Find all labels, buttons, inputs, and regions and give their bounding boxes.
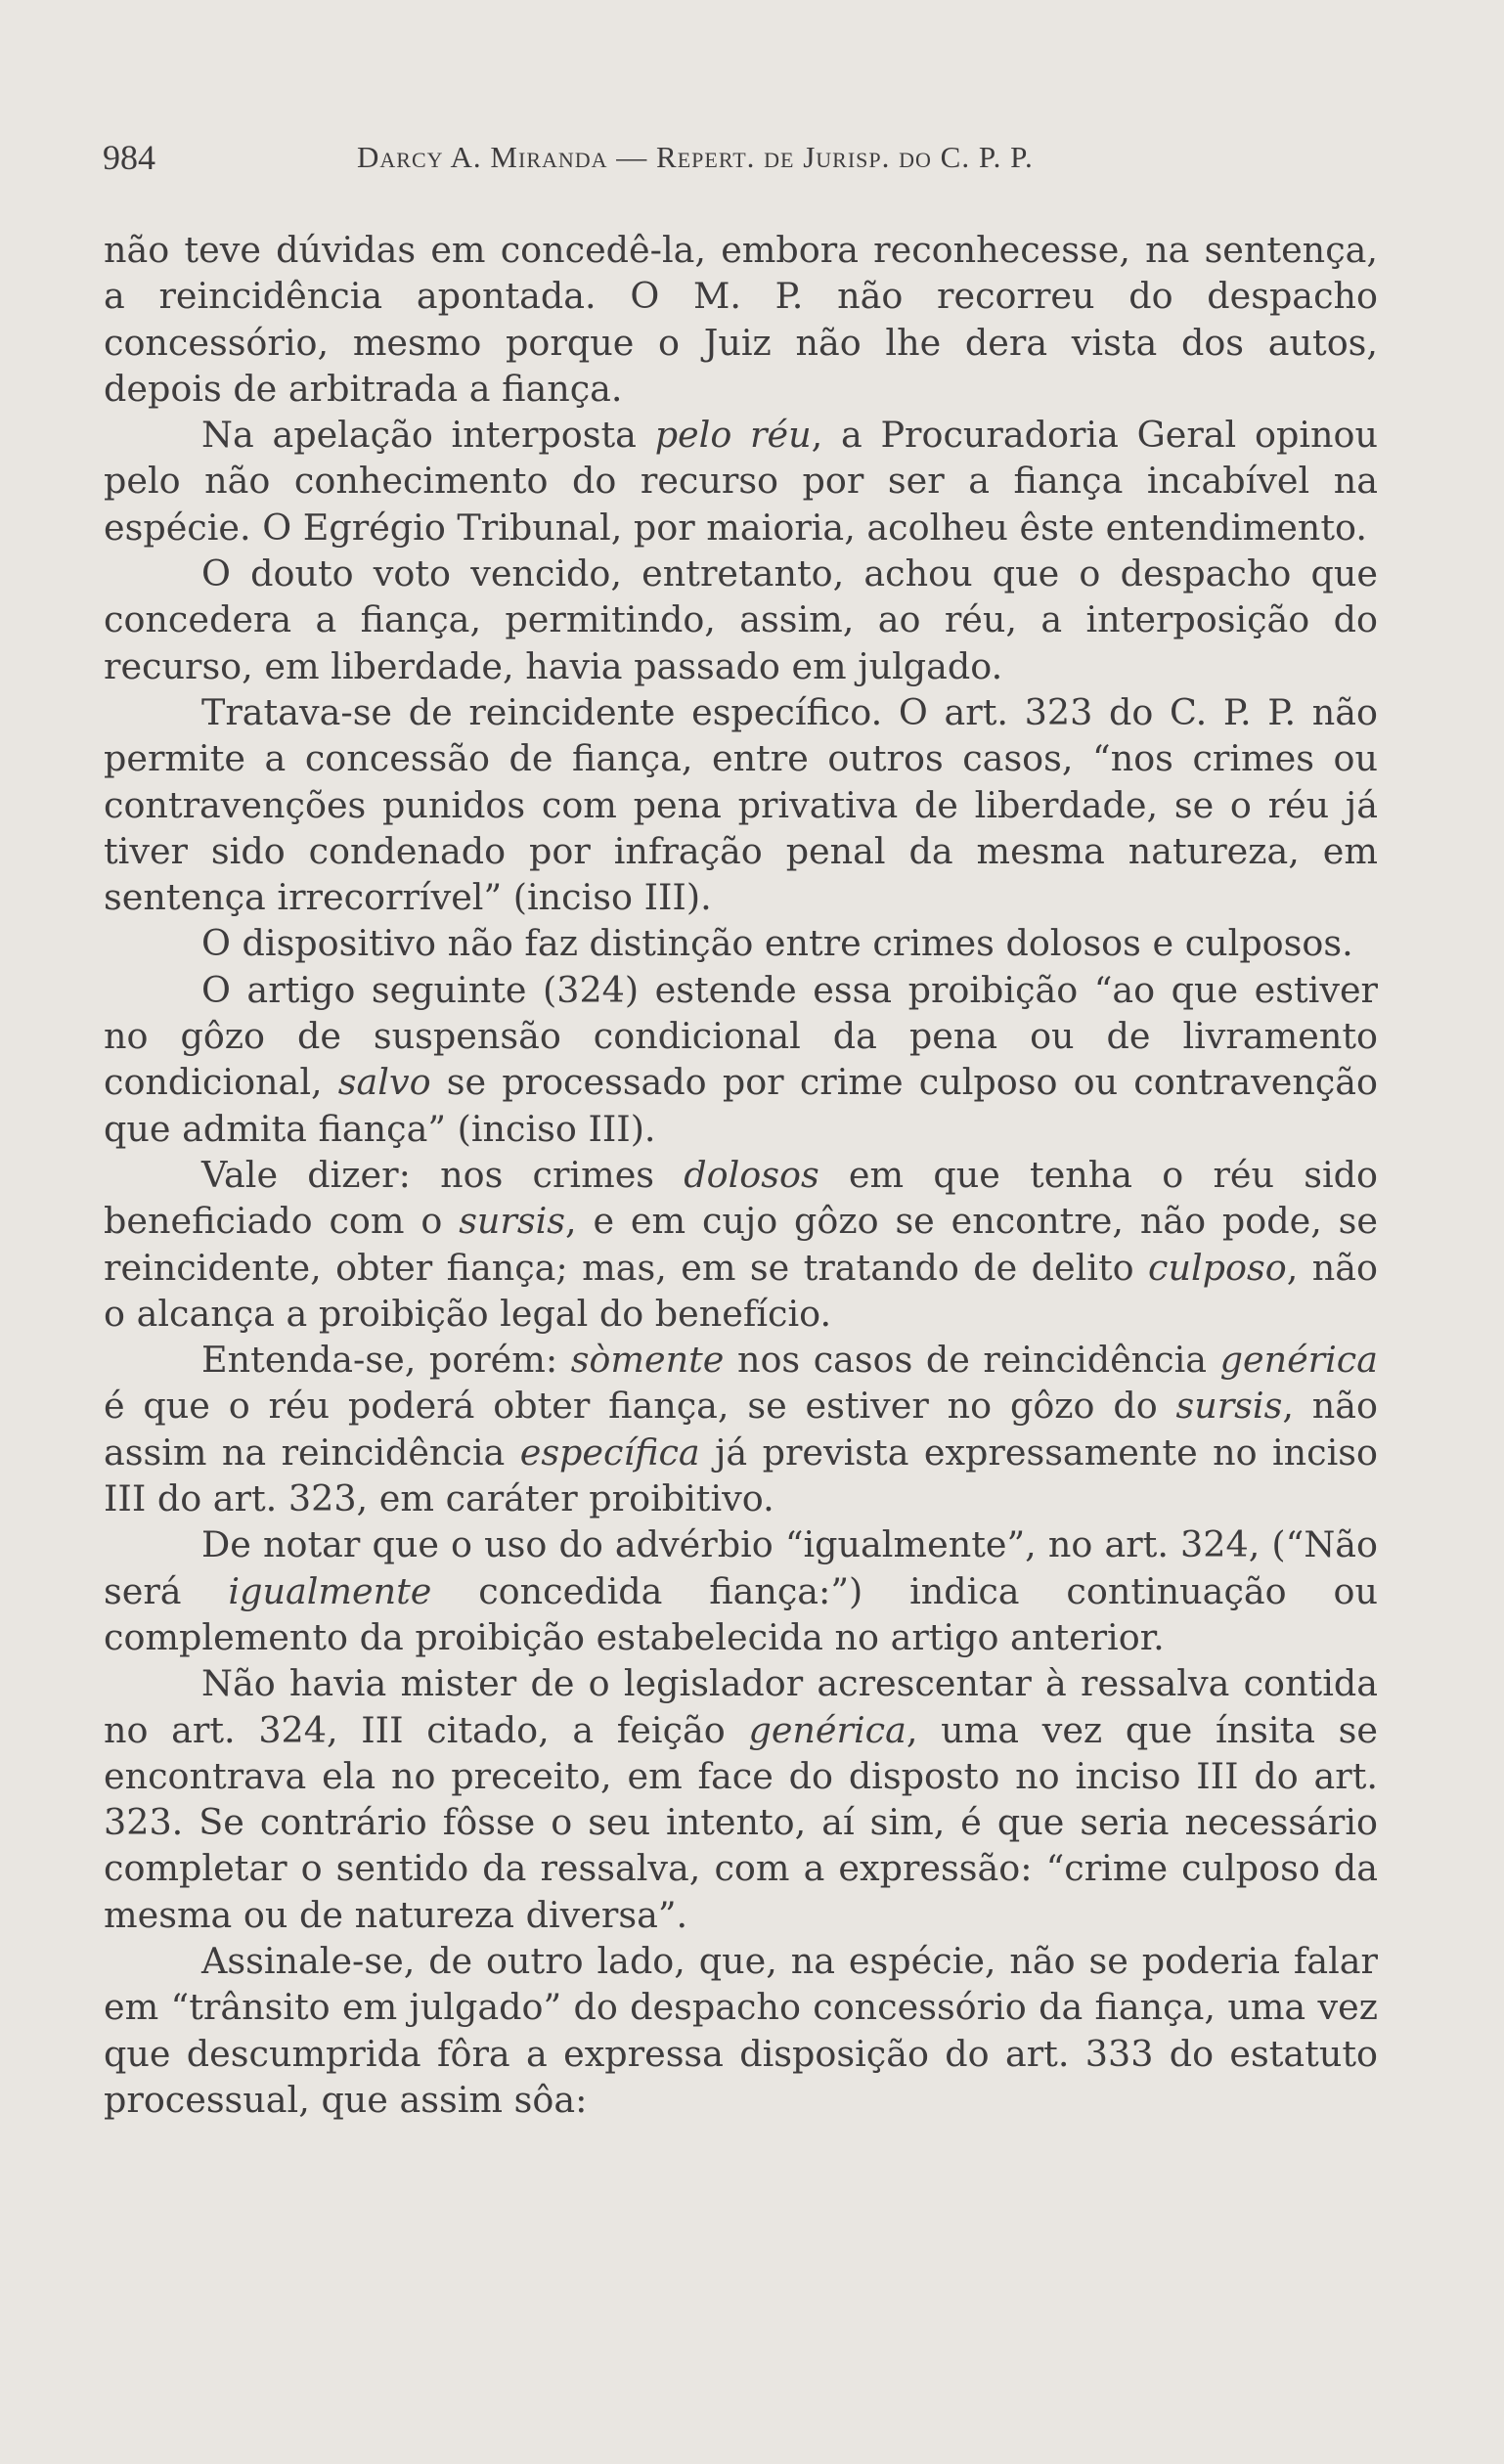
paragraph-text: Vale dizer: nos crimes <box>201 1153 685 1196</box>
italic-text: genérica <box>1219 1339 1379 1382</box>
paragraph-text: , a Procuradoria Geral opinou pelo não conhecimento do recurso por ser a fiança incabível na espécie. O Egrégio Tribunal, por maioria, acolheu êste entendimento. <box>104 414 1378 549</box>
running-head: Darcy A. Miranda — Repert. de Jurisp. do C. P. P. <box>357 140 1034 174</box>
paragraph-text: concedida fiança:”) indica continuação ou complemento da proibição estabelecida no artigo anterior. <box>104 1569 1378 1658</box>
paragraph-text: Entenda-se, porém: <box>201 1339 571 1382</box>
body-text <box>104 227 1378 2123</box>
paragraph-text: O artigo seguinte (324) estende essa proibição “ao que estiver no gôzo de suspensão condicional da pena ou de livramento condicional, <box>104 968 1378 1104</box>
italic-text: sòmente <box>570 1339 725 1382</box>
paragraph-text: se processado por crime culposo ou contravenção que admita fiança” (inciso III). <box>104 1061 1379 1150</box>
paragraph-text: é que o réu poderá obter fiança, se estiver no gôzo do <box>104 1385 1176 1428</box>
paragraph <box>104 1521 1378 1660</box>
italic-text: culposo <box>1148 1246 1287 1289</box>
paragraph-text: não teve dúvidas em concedê-la, embora reconhecesse, na sentença, a reincidência apontada. O M. P. não recorreu do despacho concessório, mesmo porque o Juiz não lhe dera vista dos autos, depois de arbitrada a fiança. <box>104 229 1378 410</box>
paragraph-text: De notar que o uso do advérbio “igualmente”, no art. 324, (“Não será <box>104 1523 1378 1612</box>
italic-text: específica <box>519 1430 700 1474</box>
paragraph <box>104 412 1378 550</box>
paragraph-text: em que tenha o réu sido beneficiado com o <box>104 1153 1378 1243</box>
page-header <box>103 133 1379 182</box>
paragraph <box>104 1337 1378 1521</box>
paragraph-text: , e em cujo gôzo se encontre, não pode, se reincidente, obter fiança; mas, em se tratando de delito <box>104 1200 1378 1289</box>
italic-text: genérica <box>748 1708 907 1751</box>
italic-text: dolosos <box>684 1153 819 1196</box>
italic-text: sursis <box>459 1200 566 1243</box>
paragraph-text: O douto voto vencido, entretanto, achou que o despacho que concedera a fiança, permitindo, assim, ao réu, a interposição do recurso, em liberdade, havia passado em julgado. <box>104 552 1378 687</box>
paragraph <box>104 1938 1378 2123</box>
paragraph <box>104 920 1378 966</box>
paragraph <box>104 550 1378 689</box>
paragraph-text: já prevista expressamente no inciso III do art. 323, em caráter proibitivo. <box>104 1430 1378 1520</box>
italic-text: igualmente <box>228 1569 432 1612</box>
paragraph-text: Não havia mister de o legislador acrescentar à ressalva contida no art. 324, III citado, a feição <box>104 1662 1378 1751</box>
italic-text: sursis <box>1175 1385 1283 1428</box>
paragraph <box>104 1660 1378 1938</box>
paragraph-text: , não o alcança a proibição legal do benefício. <box>104 1246 1378 1335</box>
paragraph <box>104 967 1378 1152</box>
paragraph <box>104 689 1378 920</box>
paragraph-text: , uma vez que ínsita se encontrava ela no preceito, em face do disposto no inciso III do art. 323. Se contrário fôsse o seu intento, aí sim, é que seria necessário completar o sentido da ressalva, com a expressão: “crime culposo da mesma ou de natureza diversa”. <box>104 1708 1379 1936</box>
paragraph-text: Tratava-se de reincidente específico. O art. 323 do C. P. P. não permite a concessão de fiança, entre outros casos, “nos crimes ou contravenções punidos com pena privativa de liberdade, se o réu já tiver sido condenado por infração penal da mesma natureza, em sentença irrecorrível” (inciso III). <box>104 690 1378 919</box>
paragraph-text: Assinale-se, de outro lado, que, na espécie, não se poderia falar em “trânsito em julgado” do despacho concessório da fiança, uma vez que descumprida fôra a expressa disposição do art. 333 do estatuto processual, que assim sôa: <box>104 1939 1378 2121</box>
paragraph-text: , não assim na reincidência <box>104 1385 1378 1474</box>
paragraph <box>104 227 1378 412</box>
paragraph-text: O dispositivo não faz distinção entre crimes dolosos e culposos. <box>201 922 1353 965</box>
paragraph-text: nos casos de reincidência <box>724 1339 1220 1382</box>
italic-text: pelo réu <box>654 414 812 457</box>
italic-text: salvo <box>337 1061 431 1104</box>
paragraph-text: Na apelação interposta <box>201 414 655 457</box>
paragraph <box>104 1152 1378 1337</box>
page-number: 984 <box>103 138 155 177</box>
